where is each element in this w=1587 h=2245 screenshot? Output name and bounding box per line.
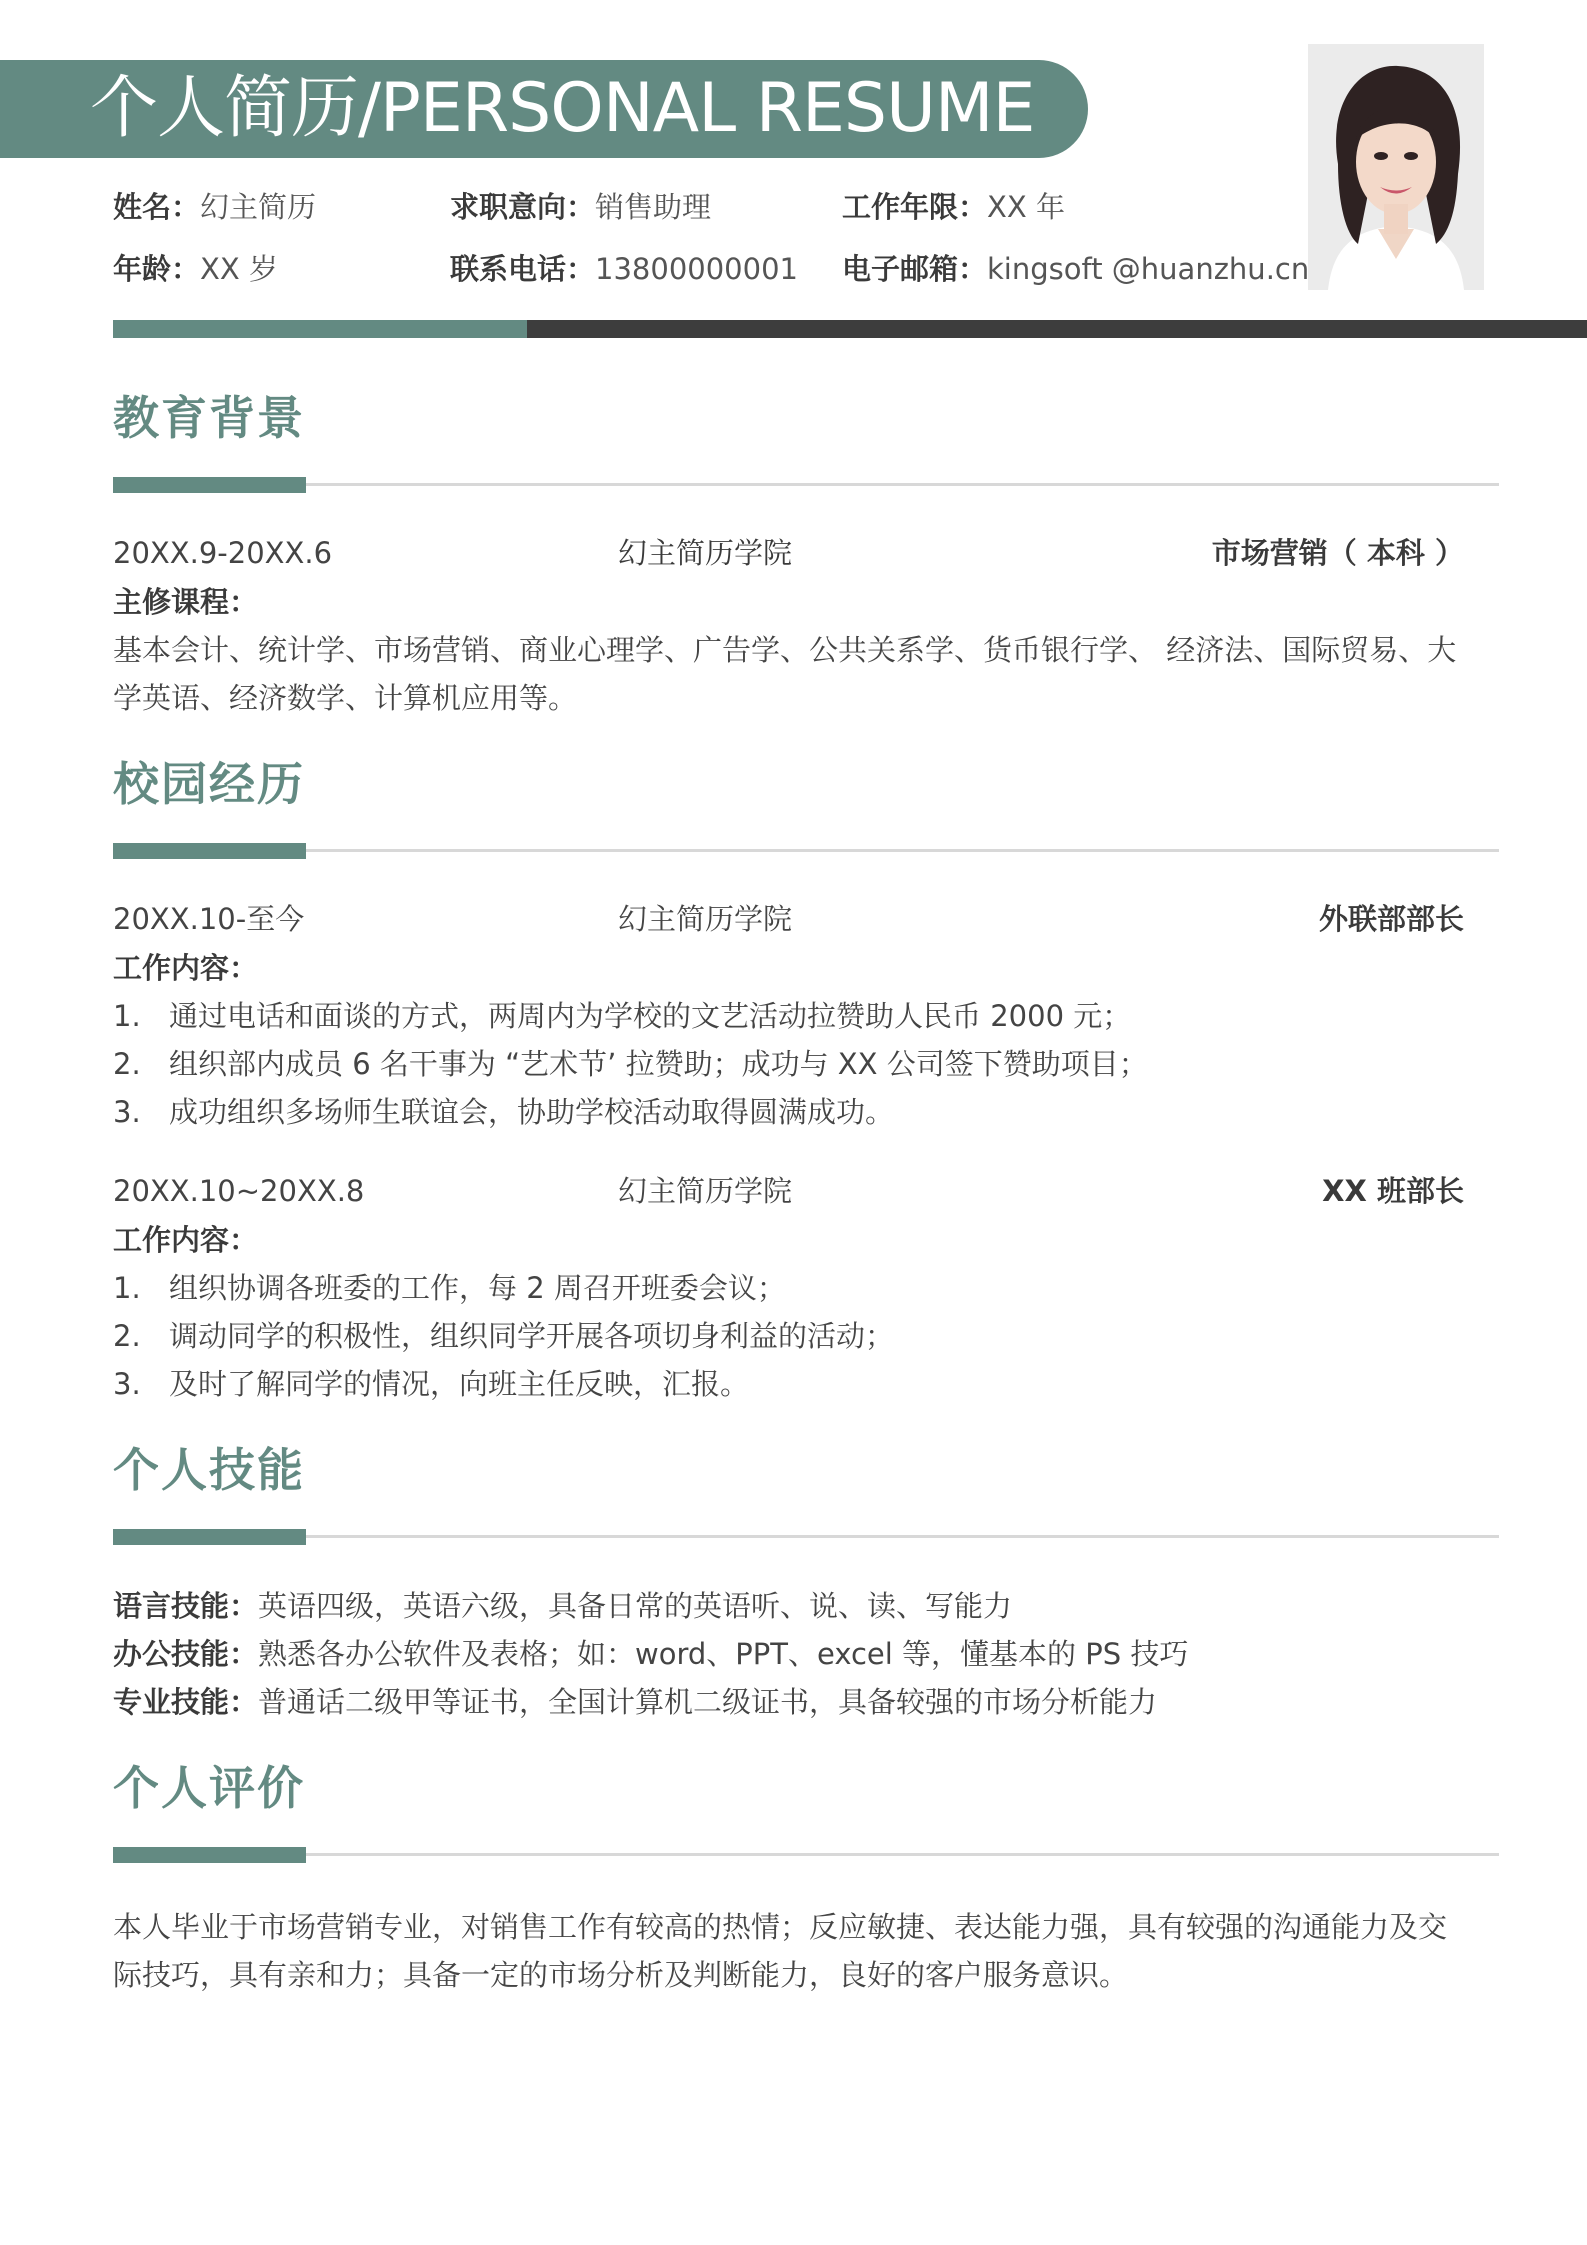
- info-label: 年龄：: [113, 252, 201, 286]
- profile-photo: [1308, 44, 1484, 290]
- skill-text: 普通话二级甲等证书，全国计算机二级证书，具备较强的市场分析能力: [258, 1685, 1158, 1719]
- info-label: 电子邮箱：: [842, 252, 988, 286]
- page-title: 个人简历/PERSONAL RESUME: [90, 69, 1035, 148]
- header-divider-dark: [527, 320, 1587, 338]
- list-text: 及时了解同学的情况，向班主任反映，汇报。: [169, 1367, 750, 1401]
- info-value: 13800000001: [595, 252, 798, 286]
- courses-label: 主修课程：: [113, 585, 259, 619]
- section-divider: [113, 843, 1499, 859]
- info-value: 销售助理: [595, 190, 712, 224]
- list-text: 组织部内成员 6 名干事为 “艺术节’ 拉赞助；成功与 XX 公司签下赞助项目；: [169, 1047, 1148, 1081]
- evaluation-line: 际技巧，具有亲和力；具备一定的市场分析及判断能力，良好的客户服务意识。: [113, 1958, 1129, 1992]
- info-value: kingsoft @huanzhu.cn: [987, 252, 1310, 286]
- list-text: 通过电话和面谈的方式，两周内为学校的文艺活动拉赞助人民币 2000 元；: [169, 999, 1132, 1033]
- section-title-evaluation: 个人评价: [113, 1761, 305, 1815]
- skill-item: [113, 1634, 1188, 1674]
- list-text: 组织协调各班委的工作，每 2 周召开班委会议；: [169, 1271, 786, 1305]
- list-item: [113, 1364, 749, 1404]
- info-label: 求职意向：: [450, 190, 596, 224]
- list-number: 3.: [113, 1367, 141, 1401]
- list-text: 成功组织多场师生联谊会，协助学校活动取得圆满成功。: [169, 1095, 895, 1129]
- header-divider-accent: [113, 320, 527, 338]
- courses-text: [113, 626, 1493, 722]
- campus-entry-role: 外联部部长: [1318, 902, 1464, 936]
- section-divider: [113, 477, 1499, 493]
- campus-entry-school: 幻主简历学院: [618, 902, 793, 936]
- list-number: 2.: [113, 1319, 141, 1353]
- skill-text: 熟悉各办公软件及表格；如：word、PPT、excel 等，懂基本的 PS 技巧: [258, 1637, 1189, 1671]
- skill-label: 专业技能：: [113, 1685, 259, 1719]
- work-content-label: 工作内容：: [113, 1223, 259, 1257]
- info-value: 幻主简历: [200, 190, 317, 224]
- info-name: [113, 187, 316, 227]
- evaluation-line: 本人毕业于市场营销专业，对销售工作有较高的热情；反应敏捷、表达能力强，具有较强的沟通能力及交: [113, 1910, 1448, 1944]
- section-divider: [113, 1529, 1499, 1545]
- section-divider: [113, 1847, 1499, 1863]
- info-job-intention: [450, 187, 711, 227]
- info-label: 工作年限：: [842, 190, 988, 224]
- evaluation-text: [113, 1903, 1493, 1999]
- section-title-education: 教育背景: [113, 391, 305, 445]
- info-label: 姓名：: [113, 190, 201, 224]
- skill-label: 语言技能：: [113, 1589, 259, 1623]
- section-title-campus: 校园经历: [113, 757, 305, 811]
- skill-text: 英语四级，英语六级，具备日常的英语听、说、读、写能力: [258, 1589, 1013, 1623]
- skill-item: [113, 1586, 1012, 1626]
- info-value: XX 年: [987, 190, 1065, 224]
- education-major: 市场营销（ 本科 ）: [1211, 536, 1464, 570]
- section-title-skills: 个人技能: [113, 1443, 305, 1497]
- campus-entry-date: 20XX.10-至今: [113, 902, 305, 936]
- info-label: 联系电话：: [450, 252, 596, 286]
- info-phone: [450, 249, 798, 289]
- list-item: [113, 1044, 1148, 1084]
- list-text: 调动同学的积极性，组织同学开展各项切身利益的活动；: [169, 1319, 895, 1353]
- info-work-years: [842, 187, 1065, 227]
- campus-entry-date: 20XX.10~20XX.8: [113, 1174, 365, 1208]
- list-item: [113, 1268, 786, 1308]
- list-number: 1.: [113, 999, 141, 1033]
- education-date: 20XX.9-20XX.6: [113, 536, 333, 570]
- avatar-portrait-icon: [1308, 44, 1484, 290]
- work-content-label: 工作内容：: [113, 951, 259, 985]
- skill-label: 办公技能：: [113, 1637, 259, 1671]
- list-item: [113, 1092, 894, 1132]
- info-email: [842, 249, 1309, 289]
- skill-item: [113, 1682, 1157, 1722]
- list-item: [113, 996, 1131, 1036]
- info-value: XX 岁: [200, 252, 278, 286]
- courses-line: 基本会计、统计学、市场营销、商业心理学、广告学、公共关系学、货币银行学、 经济法、国际贸易、大: [113, 633, 1457, 667]
- list-number: 1.: [113, 1271, 141, 1305]
- education-school: 幻主简历学院: [618, 536, 793, 570]
- list-number: 2.: [113, 1047, 141, 1081]
- list-item: [113, 1316, 894, 1356]
- courses-line: 学英语、经济数学、计算机应用等。: [113, 681, 578, 715]
- info-age: [113, 249, 278, 289]
- list-number: 3.: [113, 1095, 141, 1129]
- campus-entry-school: 幻主简历学院: [618, 1174, 793, 1208]
- campus-entry-role: XX 班部长: [1322, 1174, 1464, 1208]
